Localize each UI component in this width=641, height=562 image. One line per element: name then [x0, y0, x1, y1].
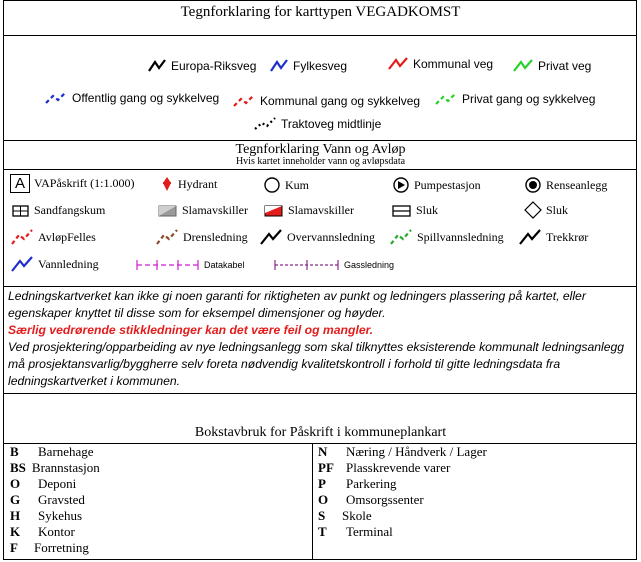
letter-code: S [318, 508, 326, 523]
column-divider [312, 443, 313, 560]
legend-label: Datakabel [204, 260, 245, 270]
letter-label: Brannstasjon [31, 460, 100, 475]
letter-label: Terminal [346, 524, 393, 539]
letter-row [10, 492, 100, 508]
legend-trekkror [518, 228, 588, 246]
solid-road-line-icon [147, 58, 167, 74]
divider [4, 35, 636, 36]
letter-label: Deponi [38, 476, 77, 491]
divider [4, 169, 636, 170]
treatment-plant-icon [524, 176, 542, 194]
legend-label: Sluk [416, 203, 439, 217]
disclaimer-paragraph: Ledningskartverket kan ikke gi noen garanti for riktigheten av punkt og ledningers plassering på kartet, eller egenskaper knyttet til disse som for eksempel dimensjoner og høyder. [8, 289, 586, 320]
solid-road-line-icon [512, 58, 534, 74]
legend-offentlig-gang [44, 90, 219, 106]
letter-row [10, 444, 100, 460]
letter-code: BS [10, 460, 26, 475]
legend-renseanlegg [524, 176, 607, 194]
letter-code: H [10, 508, 21, 523]
legend-sluk-diamond [524, 201, 568, 219]
letter-label: Sykehus [38, 508, 83, 523]
legend-label: Vannledning [38, 256, 99, 271]
disclaimer-text [8, 288, 632, 390]
data-cable-icon [136, 259, 200, 271]
legend-vannledning [10, 255, 99, 273]
legend-label: Kum [285, 177, 309, 192]
legend-sandfangskum [12, 203, 105, 218]
legend-label: Overvannsledning [287, 229, 375, 244]
legend-label: Pumpestasjon [414, 177, 481, 192]
letter-label: Barnehage [38, 444, 94, 459]
letter-label: Skole [342, 508, 372, 523]
legend-label: Sluk [546, 202, 569, 217]
letter-row [318, 460, 487, 476]
legend-label: Spillvannsledning [417, 229, 504, 244]
sludge-separator-grey-icon [158, 204, 178, 218]
drain-diamond-icon [524, 201, 542, 219]
drain-box-icon [392, 204, 412, 218]
letter-row [10, 524, 100, 540]
letter-a-box-icon: A [10, 174, 30, 193]
letter-row [318, 444, 487, 460]
dashed-path-line-icon [232, 93, 256, 109]
water-line-icon [10, 255, 34, 273]
manhole-circle-icon [263, 176, 281, 194]
solid-road-line-icon [269, 58, 289, 74]
stormwater-line-icon [259, 228, 283, 246]
divider [4, 140, 636, 141]
legend-privat-veg [512, 58, 591, 74]
sand-trap-icon [12, 204, 30, 218]
legend-label: AvløpFelles [38, 229, 96, 244]
drain-line-icon [155, 228, 179, 246]
legend-slamavskiller-grey [158, 203, 248, 218]
dotted-track-line-icon [253, 116, 277, 132]
water-legend-subtitle: Hvis kartet inneholder vann og avløpsdata [235, 156, 406, 167]
legend-label: Slamavskiller [288, 203, 354, 217]
letter-row [318, 524, 487, 540]
letter-label: Næring / Håndverk / Lager [346, 444, 487, 459]
legend-privat-gang [434, 91, 595, 107]
letter-row [318, 492, 487, 508]
legend-label: VAPåskrift (1:1.000) [34, 176, 135, 190]
road-legend-title: Tegnforklaring for karttypen VEGADKOMST [180, 4, 461, 20]
combined-sewer-line-icon [10, 228, 34, 246]
letter-label: Kontor [38, 524, 75, 539]
letter-row [318, 508, 487, 524]
letter-code: F [10, 540, 18, 555]
letter-row [10, 540, 100, 556]
letter-row [10, 508, 100, 524]
letter-code: O [318, 492, 329, 507]
pump-station-icon [392, 176, 410, 194]
legend-overvannsledning [259, 228, 375, 246]
letter-code: O [10, 476, 21, 491]
legend-vapaskrift [10, 174, 134, 193]
legend-label: Slamavskiller [182, 203, 248, 217]
legend-traktoveg [253, 116, 381, 132]
water-legend-title: Tegnforklaring Vann og Avløp [235, 142, 406, 157]
legend-sluk-box [392, 203, 438, 218]
letter-row [318, 476, 487, 492]
letter-code: B [10, 444, 19, 459]
legend-label: Offentlig gang og sykkelveg [72, 91, 220, 105]
legend-label: Privat gang og sykkelveg [462, 92, 596, 106]
letter-code: P [318, 476, 326, 491]
letter-code: N [318, 444, 328, 459]
letter-row [10, 460, 100, 476]
gas-line-icon [274, 259, 340, 271]
legend-gassledning [274, 259, 394, 271]
legend-label: Gassledning [344, 260, 395, 270]
solid-road-line-icon [387, 56, 409, 72]
legend-hydrant [160, 176, 217, 192]
letters-right-column [318, 444, 487, 540]
legend-fylkesveg [269, 58, 347, 74]
letter-code: K [10, 524, 21, 539]
conduit-line-icon [518, 228, 542, 246]
letter-label: Forretning [34, 540, 89, 555]
legend-spillvannsledning [389, 228, 504, 246]
dashed-path-line-icon [44, 90, 68, 106]
legend-drensledning [155, 228, 248, 246]
legend-kommunal-veg [387, 56, 493, 72]
legend-kum [263, 176, 309, 194]
letter-code: PF [318, 460, 334, 475]
dashed-path-line-icon [434, 91, 458, 107]
letters-left-column [10, 444, 100, 556]
legend-label: Kommunal veg [413, 57, 494, 71]
wastewater-line-icon [389, 228, 413, 246]
legend-kommunal-gang [232, 93, 420, 109]
legend-label: Europa-Riksveg [171, 59, 257, 73]
legend-label: Privat veg [538, 59, 592, 73]
legend-label: Hydrant [178, 176, 218, 191]
legend-label: Sandfangskum [34, 203, 106, 217]
hydrant-icon [160, 176, 174, 192]
letter-code: T [318, 524, 327, 539]
divider [4, 393, 636, 394]
letter-row [10, 476, 100, 492]
legend-slamavskiller-red [264, 203, 354, 218]
letter-label: Parkering [346, 476, 397, 491]
letter-label: Omsorgssenter [346, 492, 424, 507]
legend-label: Traktoveg midtlinje [281, 117, 382, 131]
letters-title: Bokstavbruk for Påskrift i kommuneplankart [194, 425, 447, 440]
legend-europa-riksveg [147, 58, 256, 74]
legend-label: Renseanlegg [546, 177, 608, 192]
letter-label: Plasskrevende varer [346, 460, 451, 475]
disclaimer-paragraph: Ved prosjektering/opparbeiding av nye ledningsanlegg som skal tilknyttes eksisterende kommunalt ledningsanlegg må prosjektansvarlig/byggherre selv foreta nødvendig kvalitetskontroll i forhold til gitte ledningsdata fra ledningskartverket i kommunen. [8, 340, 625, 388]
legend-pumpestasjon [392, 176, 481, 194]
letter-code: G [10, 492, 21, 507]
legend-avlopfelles [10, 228, 96, 246]
divider [4, 286, 636, 287]
legend-label: Fylkesveg [293, 59, 348, 73]
letter-label: Gravsted [38, 492, 85, 507]
legend-label: Drensledning [183, 229, 248, 244]
legend-label: Kommunal gang og sykkelveg [260, 94, 421, 108]
legend-datakabel [136, 259, 245, 271]
disclaimer-warning: Særlig vedrørende stikkledninger kan det være feil og mangler. [8, 323, 374, 337]
sludge-separator-red-icon [264, 204, 284, 218]
legend-label: Trekkrør [546, 229, 589, 244]
